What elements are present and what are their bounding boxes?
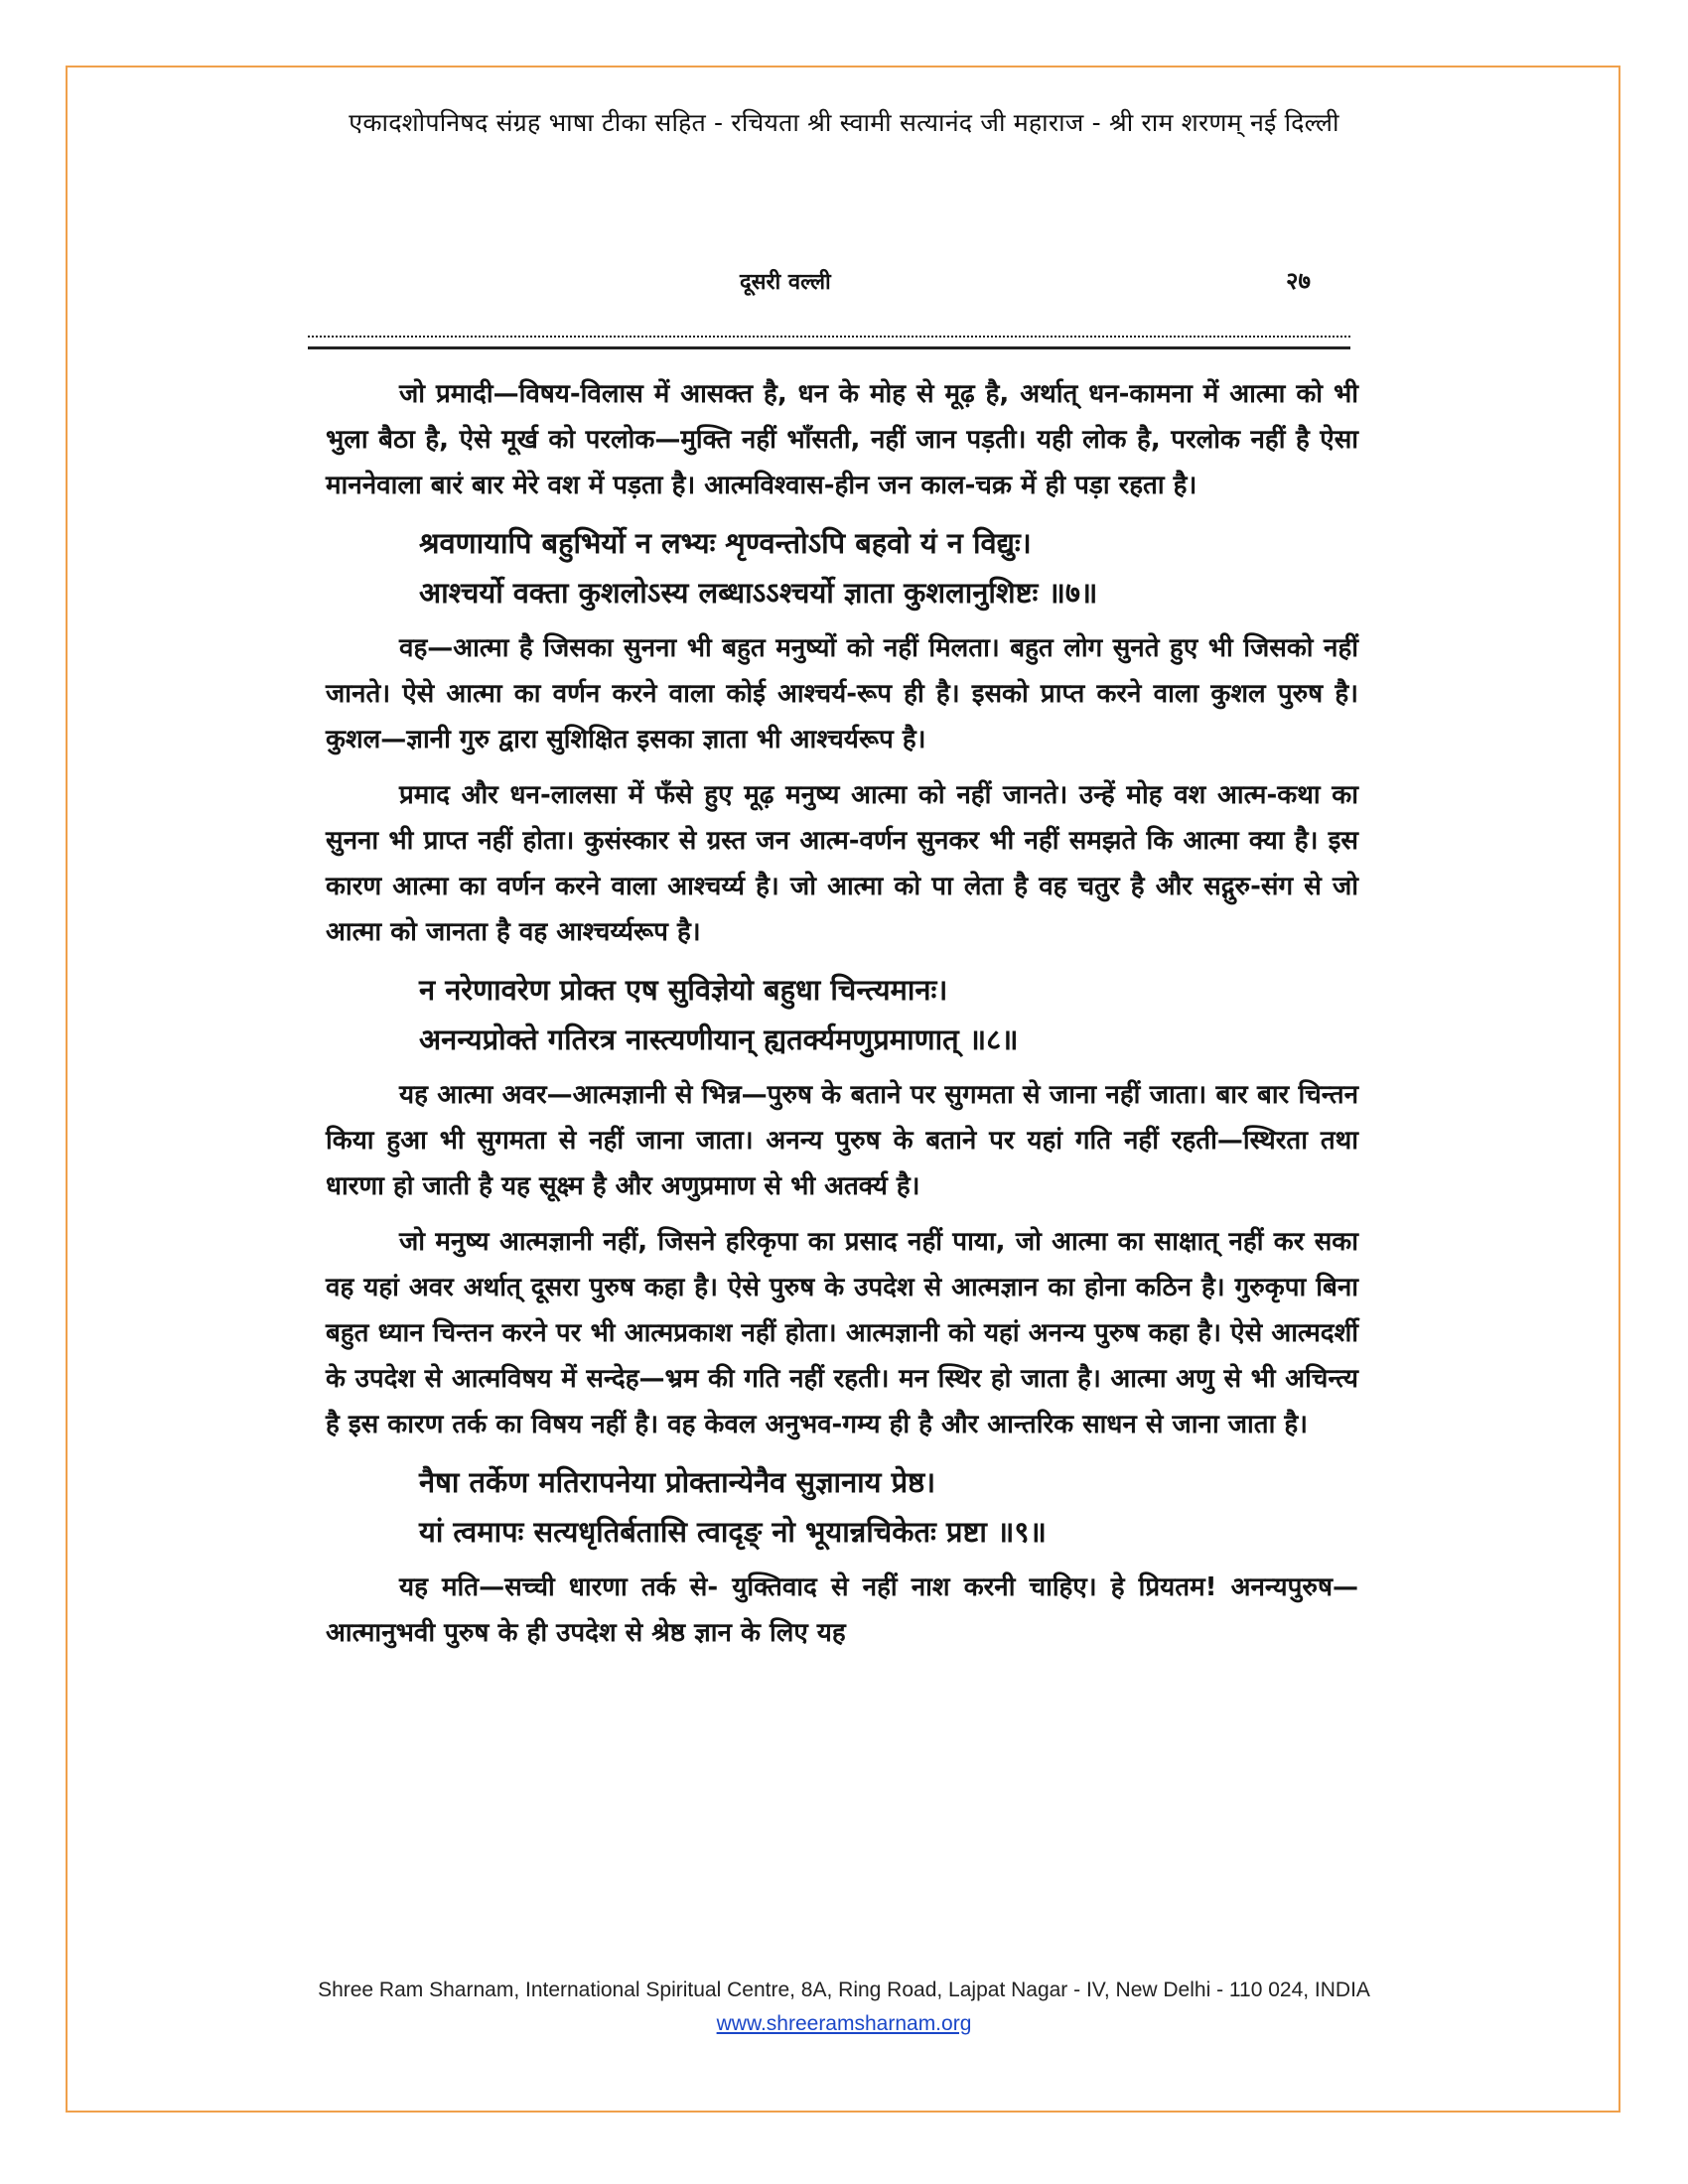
footer-address: Shree Ram Sharnam, International Spiritual Centre, 8A, Ring Road, Lajpat Nagar - IV, New Delhi - 110 024, INDIA [318, 1979, 1370, 2001]
verse-9 [326, 1457, 1358, 1557]
scanned-page [298, 254, 1370, 1942]
verse-line: यां त्वमापः सत्यधृतिर्बतासि त्वादृङ् नो भूयान्नचिकेतः प्रष्टा ॥९॥ [419, 1515, 1047, 1549]
header-rule [308, 336, 1350, 349]
verse-line: नैषा तर्केण मतिरापनेया प्रोक्तान्येनैव सुज्ञानाय प्रेष्ठ। [419, 1465, 936, 1499]
page-body [326, 371, 1358, 1666]
page-number: २७ [1286, 267, 1311, 295]
verse-line: श्रवणायापि बहुभिर्यो न लभ्यः शृण्वन्तोऽपि बहवो यं न विद्युः। [419, 526, 1032, 560]
commentary-paragraph: वह—आत्मा है जिसका सुनना भी बहुत मनुष्यों को नहीं मिलता। बहुत लोग सुनते हुए भी जिसको नहीं जानते। ऐसे आत्मा का वर्णन करने वाला कोई आश्चर्य-रूप ही है। इसको प्राप्त करने वाला कुशल पुरुष है। कुशल—ज्ञानी गुरु द्वारा सुशिक्षित इसका ज्ञाता भी आश्चर्यरूप है। [326, 633, 1358, 754]
verse-line: आश्चर्यो वक्ता कुशलोऽस्य लब्धाऽऽश्चर्यो ज्ञाता कुशलानुशिष्टः ॥७॥ [419, 576, 1098, 610]
verse-line: अनन्यप्रोक्ते गतिरत्र नास्त्यणीयान् ह्यतर्क्यमणुप्रमाणात् ॥८॥ [419, 1023, 1019, 1056]
running-title: दूसरी वल्ली [740, 270, 831, 295]
commentary-paragraph: जो प्रमादी—विषय-विलास में आसक्त है, धन के मोह से मूढ़ है, अर्थात् धन-कामना में आत्मा को भी भुला बैठा है, ऐसे मूर्ख को परलोक—मुक्ति नहीं भाँसती, नहीं जान पड़ती। यही लोक है, परलोक नहीं है ऐसा माननेवाला बारं बार मेरे वश में पड़ता है। आत्मविश्वास-हीन जन काल-चक्र में ही पड़ा रहता है। [326, 379, 1358, 500]
website-link[interactable]: www.shreeramsharnam.org [716, 2012, 972, 2035]
running-head [298, 266, 1370, 306]
commentary-paragraph: यह मति—सच्ची धारणा तर्क से- युक्तिवाद से नहीं नाश करनी चाहिए। हे प्रियतम! अनन्यपुरुष—आत्मानुभवी पुरुष के ही उपदेश से श्रेष्ठ ज्ञान के लिए यह [326, 1572, 1358, 1648]
verse-8 [326, 965, 1358, 1064]
commentary-paragraph: जो मनुष्य आत्मज्ञानी नहीं, जिसने हरिकृपा का प्रसाद नहीं पाया, जो आत्मा का साक्षात् नहीं कर सका वह यहां अवर अर्थात् दूसरा पुरुष कहा है। ऐसे पुरुष के उपदेश से आत्मज्ञान का होना कठिन है। गुरुकृपा बिना बहुत ध्यान चिन्तन करने पर भी आत्मप्रकाश नहीं होता। आत्मज्ञानी को यहां अनन्य पुरुष कहा है। ऐसे आत्मदर्शी के उपदेश से आत्मविषय में सन्देह—भ्रम की गति नहीं रहती। मन स्थिर हो जाता है। आत्मा अणु से भी अचिन्त्य है इस कारण तर्क का विषय नहीं है। वह केवल अनुभव-गम्य ही है और आन्तरिक साधन से जाना जाता है। [326, 1227, 1358, 1439]
document-header: एकादशोपनिषद संग्रह भाषा टीका सहित - रचियता श्री स्वामी सत्यानंद जी महाराज - श्री राम शरणम् नई दिल्ली [349, 108, 1339, 137]
commentary-paragraph: प्रमाद और धन-लालसा में फँसे हुए मूढ़ मनुष्य आत्मा को नहीं जानते। उन्हें मोह वश आत्म-कथा का सुनना भी प्राप्त नहीं होता। कुसंस्कार से ग्रस्त जन आत्म-वर्णन सुनकर भी नहीं समझते कि आत्मा क्या है। इस कारण आत्मा का वर्णन करने वाला आश्चर्य्य है। जो आत्मा को पा लेता है वह चतुर है और सद्गुरु-संग से जो आत्मा को जानता है वह आश्चर्य्यरूप है। [326, 780, 1358, 947]
commentary-paragraph: यह आत्मा अवर—आत्मज्ञानी से भिन्न—पुरुष के बताने पर सुगमता से जाना नहीं जाता। बार बार चिन्तन किया हुआ भी सुगमता से नहीं जाना जाता। अनन्य पुरुष के बताने पर यहां गति नहीं रहती—स्थिरता तथा धारणा हो जाती है यह सूक्ष्म है और अणुप्रमाण से भी अतर्क्य है। [326, 1080, 1358, 1201]
verse-7 [326, 518, 1358, 617]
page-footer [0, 1974, 1688, 2041]
verse-line: न नरेणावरेण प्रोक्त एष सुविज्ञेयो बहुधा चिन्त्यमानः। [419, 973, 948, 1007]
